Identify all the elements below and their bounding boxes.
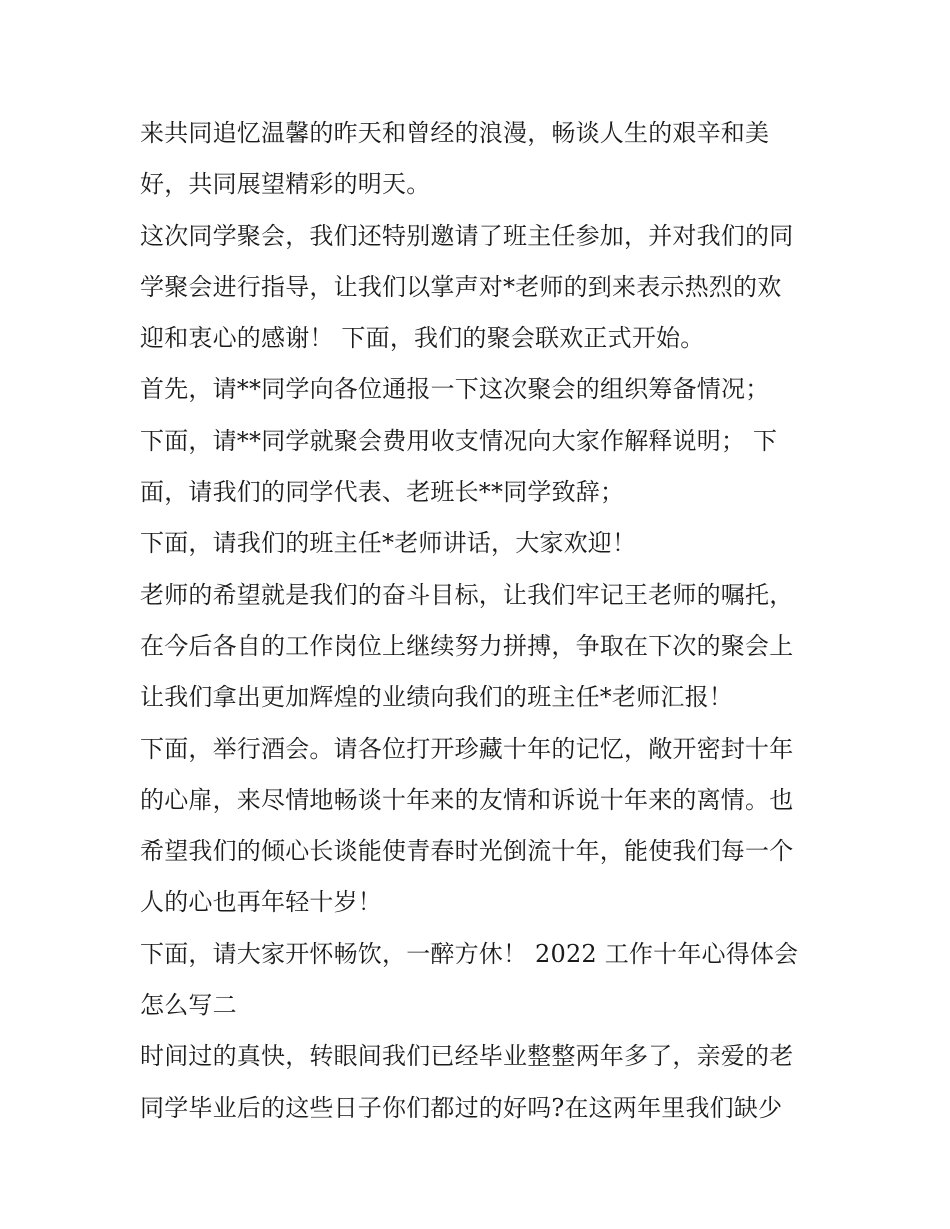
text-line: 同学毕业后的这些日子你们都过的好吗?在这两年里我们缺少: [140, 1093, 783, 1122]
text-line: 迎和衷心的感谢！ 下面，我们的聚会联欢正式开始。: [140, 324, 705, 353]
text-line: 下面，举行酒会。请各位打开珍藏十年的记忆，敞开密封十年: [140, 734, 794, 763]
text-line: 的心扉，来尽情地畅谈十年来的友情和诉说十年来的离情。也: [140, 785, 794, 814]
text-line: 希望我们的倾心长谈能使青春时光倒流十年，能使我们每一个: [140, 837, 794, 866]
text-line: 这次同学聚会，我们还特别邀请了班主任参加，并对我们的同: [140, 221, 794, 250]
text-line: 学聚会进行指导，让我们以掌声对*老师的到来表示热烈的欢: [140, 272, 782, 301]
text-line: 时间过的真快，转眼间我们已经毕业整整两年多了，亲爱的老: [140, 1042, 794, 1071]
text-line: 让我们拿出更加辉煌的业绩向我们的班主任*老师汇报！: [140, 683, 733, 712]
text-line: 人的心也再年轻十岁！: [140, 888, 382, 917]
text-line: 来共同追忆温馨的昨天和曾经的浪漫，畅谈人生的艰辛和美: [140, 119, 770, 147]
text-line: 老师的希望就是我们的奋斗目标，让我们牢记王老师的嘱托，: [140, 580, 794, 609]
document-body: [140, 108, 820, 1134]
text-line: 在今后各自的工作岗位上继续努力拼搏，争取在下次的聚会上: [140, 631, 794, 660]
text-line: 好，共同展望精彩的明天。: [140, 170, 431, 199]
text-line: 怎么写二: [140, 991, 237, 1020]
text-line: 首先，请**同学向各位通报一下这次聚会的组织筹备情况；: [140, 375, 770, 404]
text-line: 下面，请大家开怀畅饮，一醉方休！ 2022 工作十年心得体会: [140, 939, 799, 968]
text-line: 面，请我们的同学代表、老班长**同学致辞；: [140, 478, 625, 507]
text-line: 下面，请**同学就聚会费用收支情况向大家作解释说明； 下: [140, 426, 778, 455]
text-line: 下面，请我们的班主任*老师讲话，大家欢迎！: [140, 529, 637, 558]
